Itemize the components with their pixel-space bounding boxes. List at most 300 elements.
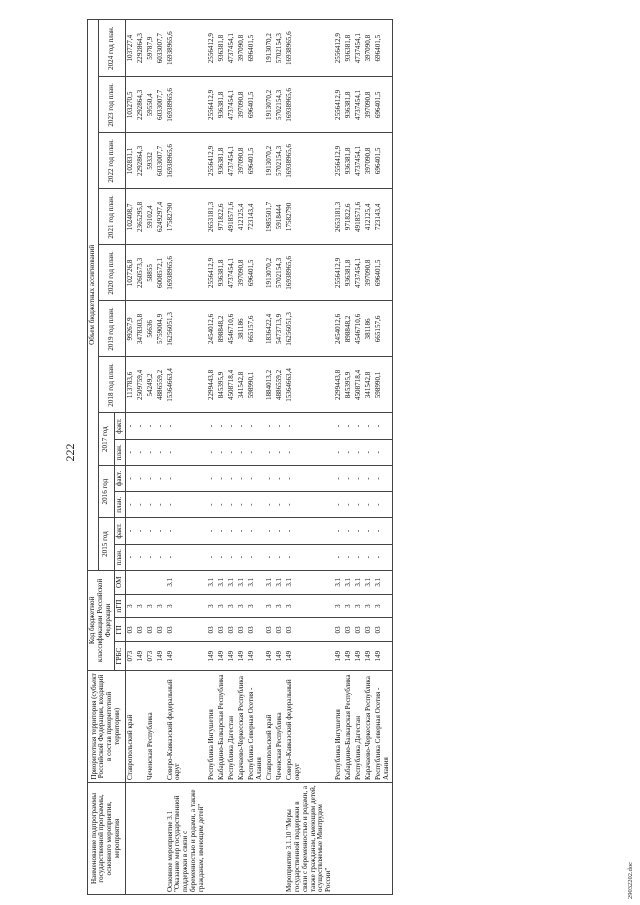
row-year-value: 6008572,1 bbox=[156, 245, 166, 301]
row-year-value: 2365295,8 bbox=[136, 189, 146, 245]
row-plan-fact-value: - bbox=[146, 518, 156, 544]
row-grbs: 073 bbox=[125, 642, 135, 671]
table-row bbox=[334, 20, 344, 895]
row-plan-fact-value: - bbox=[207, 492, 217, 518]
row-plan-fact-value: - bbox=[166, 544, 208, 570]
header-plan: план. bbox=[114, 544, 125, 570]
row-name bbox=[156, 782, 166, 894]
row-plan-fact-value: - bbox=[156, 492, 166, 518]
row-plan-fact-value: - bbox=[125, 492, 135, 518]
budget-table bbox=[87, 19, 393, 895]
row-plan-fact-value: - bbox=[136, 413, 146, 439]
row-gp: 03 bbox=[374, 618, 392, 642]
header-year-2023: 2023 год план. bbox=[98, 77, 125, 133]
row-gp: 03 bbox=[237, 618, 247, 642]
row-year-value: 5759004,9 bbox=[156, 301, 166, 357]
row-name bbox=[354, 782, 364, 894]
row-year-value: 1884013,2 bbox=[265, 357, 275, 413]
row-year-value: 4546710,6 bbox=[354, 301, 364, 357]
row-pgp: 3 bbox=[146, 594, 156, 618]
row-grbs: 149 bbox=[136, 642, 146, 671]
row-year-value: 936381,8 bbox=[217, 20, 227, 77]
row-gp: 03 bbox=[275, 618, 285, 642]
row-om: 3.1 bbox=[334, 570, 344, 594]
row-year-value: 598990,1 bbox=[374, 357, 392, 413]
row-year-value: 5702154,3 bbox=[275, 20, 285, 77]
row-plan-fact-value: - bbox=[237, 518, 247, 544]
row-year-value: 2292864,3 bbox=[136, 133, 146, 189]
row-grbs: 149 bbox=[237, 642, 247, 671]
row-year-value: 1913070,2 bbox=[265, 133, 275, 189]
row-year-value: 2292864,3 bbox=[136, 20, 146, 77]
row-name bbox=[247, 782, 265, 894]
row-pgp: 3 bbox=[285, 594, 335, 618]
row-pgp: 3 bbox=[344, 594, 354, 618]
row-year-value: 54249,2 bbox=[146, 357, 156, 413]
row-plan-fact-value: - bbox=[285, 492, 335, 518]
row-year-value: 381186 bbox=[364, 301, 374, 357]
row-plan-fact-value: - bbox=[364, 439, 374, 465]
row-gp: 03 bbox=[217, 618, 227, 642]
row-plan-fact-value: - bbox=[374, 439, 392, 465]
row-year-value: 971822,6 bbox=[344, 189, 354, 245]
row-year-value: 341542,8 bbox=[364, 357, 374, 413]
row-pgp: 3 bbox=[247, 594, 265, 618]
row-year-value: 971822,6 bbox=[217, 189, 227, 245]
row-grbs: 149 bbox=[334, 642, 344, 671]
table-row bbox=[227, 20, 237, 895]
row-year-value: 59550,4 bbox=[146, 77, 156, 133]
row-year-value: 4737454,1 bbox=[227, 77, 237, 133]
row-plan-fact-value: - bbox=[374, 492, 392, 518]
row-pgp: 3 bbox=[275, 594, 285, 618]
row-plan-fact-value: - bbox=[354, 544, 364, 570]
row-plan-fact-value: - bbox=[166, 465, 208, 491]
row-plan-fact-value: - bbox=[374, 465, 392, 491]
row-plan-fact-value: - bbox=[364, 413, 374, 439]
table-row bbox=[136, 20, 146, 895]
row-plan-fact-value: - bbox=[285, 544, 335, 570]
header-budget-code: Код бюджетной классификации Российской Федерации bbox=[88, 570, 115, 670]
row-plan-fact-value: - bbox=[156, 413, 166, 439]
row-pgp: 3 bbox=[136, 594, 146, 618]
row-plan-fact-value: - bbox=[227, 544, 237, 570]
row-year-value: 723143,4 bbox=[247, 189, 265, 245]
header-gp: ГП bbox=[114, 618, 125, 642]
row-plan-fact-value: - bbox=[136, 544, 146, 570]
row-pgp: 3 bbox=[354, 594, 364, 618]
row-year-value: 696401,5 bbox=[374, 245, 392, 301]
row-year-value: 1913070,2 bbox=[265, 20, 275, 77]
row-year-value: 2260573,3 bbox=[136, 245, 146, 301]
row-gp: 03 bbox=[354, 618, 364, 642]
table-body bbox=[125, 20, 392, 895]
row-year-value: 936381,8 bbox=[217, 245, 227, 301]
header-funding: Объем бюджетных ассигнований bbox=[88, 20, 99, 571]
row-name bbox=[207, 782, 217, 894]
row-plan-fact-value: - bbox=[354, 413, 364, 439]
table-row bbox=[125, 20, 135, 895]
row-plan-fact-value: - bbox=[136, 492, 146, 518]
row-plan-fact-value: - bbox=[364, 544, 374, 570]
row-plan-fact-value: - bbox=[146, 413, 156, 439]
header-year-2021: 2021 год план. bbox=[98, 189, 125, 245]
row-plan-fact-value: - bbox=[275, 518, 285, 544]
row-plan-fact-value: - bbox=[247, 413, 265, 439]
table-row bbox=[354, 20, 364, 895]
row-year-value: 2556412,9 bbox=[334, 133, 344, 189]
row-grbs: 149 bbox=[247, 642, 265, 671]
header-territory: Приоритетная территория (субъект Российской Федерации, входящий в состав приоритетной территории) bbox=[88, 670, 126, 782]
row-plan-fact-value: - bbox=[247, 492, 265, 518]
row-year-value: 898848,2 bbox=[344, 301, 354, 357]
row-plan-fact-value: - bbox=[136, 439, 146, 465]
row-name: Мероприятие 3.1.10 "Меры государственной поддержки в связи с беременностью и родами, а также гражданам, имеющим детей, осуществляемые Минтрудом России" bbox=[285, 782, 335, 894]
row-om: 3.1 bbox=[237, 570, 247, 594]
row-year-value: 5473713,9 bbox=[275, 301, 285, 357]
row-plan-fact-value: - bbox=[125, 439, 135, 465]
row-gp: 03 bbox=[364, 618, 374, 642]
row-year-value: 16938965,6 bbox=[166, 77, 208, 133]
row-plan-fact-value: - bbox=[275, 544, 285, 570]
row-gp: 03 bbox=[285, 618, 335, 642]
table-row bbox=[374, 20, 392, 895]
footer-filename: 29032202.doc bbox=[627, 861, 634, 899]
row-plan-fact-value: - bbox=[265, 413, 275, 439]
row-om bbox=[146, 570, 156, 594]
row-om: 3.1 bbox=[265, 570, 275, 594]
row-plan-fact-value: - bbox=[275, 492, 285, 518]
row-year-value: 4918571,6 bbox=[354, 189, 364, 245]
row-year-value: 696401,5 bbox=[247, 77, 265, 133]
header-row-1 bbox=[88, 20, 99, 895]
row-plan-fact-value: - bbox=[125, 518, 135, 544]
header-year-2022: 2022 год план. bbox=[98, 133, 125, 189]
row-plan-fact-value: - bbox=[364, 465, 374, 491]
row-year-value: 5702154,3 bbox=[275, 133, 285, 189]
row-year-value: 17582790 bbox=[166, 189, 208, 245]
row-gp: 03 bbox=[156, 618, 166, 642]
row-year-value: 6249297,4 bbox=[156, 189, 166, 245]
row-name bbox=[237, 782, 247, 894]
row-year-value: 102831,1 bbox=[125, 133, 135, 189]
row-grbs: 149 bbox=[207, 642, 217, 671]
row-plan-fact-value: - bbox=[247, 465, 265, 491]
row-year-value: 696401,5 bbox=[374, 20, 392, 77]
row-name bbox=[146, 782, 156, 894]
row-om: 3.1 bbox=[275, 570, 285, 594]
row-year-value: 1913070,2 bbox=[265, 245, 275, 301]
row-plan-fact-value: - bbox=[156, 465, 166, 491]
row-plan-fact-value: - bbox=[146, 492, 156, 518]
header-plan: план. bbox=[114, 492, 125, 518]
row-year-value: 936381,8 bbox=[344, 20, 354, 77]
row-plan-fact-value: - bbox=[247, 518, 265, 544]
row-plan-fact-value: - bbox=[354, 465, 364, 491]
row-year-value: 4737454,1 bbox=[227, 133, 237, 189]
row-name bbox=[227, 782, 237, 894]
row-plan-fact-value: - bbox=[364, 518, 374, 544]
row-territory: Чеченская Республика bbox=[275, 670, 285, 782]
row-year-value: 16938965,6 bbox=[285, 245, 335, 301]
row-plan-fact-value: - bbox=[125, 413, 135, 439]
row-plan-fact-value: - bbox=[166, 518, 208, 544]
row-plan-fact-value: - bbox=[125, 544, 135, 570]
row-plan-fact-value: - bbox=[217, 465, 227, 491]
header-om: ОМ bbox=[114, 570, 125, 594]
row-plan-fact-value: - bbox=[334, 439, 344, 465]
row-om: 3.1 bbox=[217, 570, 227, 594]
row-om: 3.1 bbox=[166, 570, 208, 594]
row-plan-fact-value: - bbox=[136, 465, 146, 491]
row-plan-fact-value: - bbox=[207, 439, 217, 465]
row-plan-fact-value: - bbox=[146, 465, 156, 491]
row-gp: 03 bbox=[344, 618, 354, 642]
row-year-value: 4737454,1 bbox=[354, 77, 364, 133]
row-pgp: 3 bbox=[364, 594, 374, 618]
row-plan-fact-value: - bbox=[227, 492, 237, 518]
row-year-value: 2556412,9 bbox=[207, 20, 217, 77]
row-territory bbox=[156, 670, 166, 782]
row-year-value: 397090,8 bbox=[364, 245, 374, 301]
row-year-value: 2509759,4 bbox=[136, 357, 146, 413]
row-year-value: 2653181,3 bbox=[207, 189, 217, 245]
row-plan-fact-value: - bbox=[237, 465, 247, 491]
row-territory: Ставропольский край bbox=[125, 670, 135, 782]
row-year-value: 2299443,8 bbox=[334, 357, 344, 413]
row-year-value: 15364663,4 bbox=[285, 357, 335, 413]
row-year-value: 397090,8 bbox=[237, 20, 247, 77]
row-plan-fact-value: - bbox=[344, 518, 354, 544]
row-territory: Республика Ингушетия bbox=[334, 670, 344, 782]
row-year-value: 845395,9 bbox=[344, 357, 354, 413]
header-year-2018: 2018 год план. bbox=[98, 357, 125, 413]
row-plan-fact-value: - bbox=[207, 413, 217, 439]
row-year-value: 665157,6 bbox=[247, 301, 265, 357]
row-year-value: 4737454,1 bbox=[354, 133, 364, 189]
row-plan-fact-value: - bbox=[247, 439, 265, 465]
row-year-value: 2556412,9 bbox=[207, 245, 217, 301]
row-plan-fact-value: - bbox=[265, 492, 275, 518]
row-om: 3.1 bbox=[247, 570, 265, 594]
row-plan-fact-value: - bbox=[247, 544, 265, 570]
row-gp: 03 bbox=[247, 618, 265, 642]
row-year-value: 696401,5 bbox=[247, 20, 265, 77]
row-year-value: 2556412,9 bbox=[207, 77, 217, 133]
row-plan-fact-value: - bbox=[136, 518, 146, 544]
row-year-value: 4737454,1 bbox=[227, 20, 237, 77]
row-territory: Карачаево-Черкесская Республика bbox=[364, 670, 374, 782]
row-plan-fact-value: - bbox=[125, 465, 135, 491]
row-name bbox=[374, 782, 392, 894]
row-plan-fact-value: - bbox=[334, 544, 344, 570]
row-plan-fact-value: - bbox=[217, 413, 227, 439]
row-gp: 03 bbox=[334, 618, 344, 642]
row-territory bbox=[136, 670, 146, 782]
row-pgp: 3 bbox=[207, 594, 217, 618]
row-year-value: 16938965,6 bbox=[285, 20, 335, 77]
row-plan-fact-value: - bbox=[237, 413, 247, 439]
row-year-value: 103727,4 bbox=[125, 20, 135, 77]
row-plan-fact-value: - bbox=[156, 544, 166, 570]
row-plan-fact-value: - bbox=[364, 492, 374, 518]
row-name bbox=[364, 782, 374, 894]
row-year-value: 59332 bbox=[146, 133, 156, 189]
table-row bbox=[265, 20, 275, 895]
row-plan-fact-value: - bbox=[334, 492, 344, 518]
header-fact: факт. bbox=[114, 413, 125, 439]
row-plan-fact-value: - bbox=[237, 492, 247, 518]
row-plan-fact-value: - bbox=[237, 439, 247, 465]
row-year-value: 4886559,2 bbox=[156, 357, 166, 413]
row-year-value: 59787,9 bbox=[146, 20, 156, 77]
row-year-value: 598990,1 bbox=[247, 357, 265, 413]
row-year-value: 1913070,2 bbox=[265, 77, 275, 133]
row-name bbox=[344, 782, 354, 894]
row-territory: Чеченская Республика bbox=[146, 670, 156, 782]
row-plan-fact-value: - bbox=[334, 465, 344, 491]
row-plan-fact-value: - bbox=[217, 492, 227, 518]
row-name bbox=[136, 782, 146, 894]
row-om bbox=[156, 570, 166, 594]
row-plan-fact-value: - bbox=[374, 544, 392, 570]
row-territory: Ставропольский край bbox=[265, 670, 275, 782]
row-plan-fact-value: - bbox=[374, 413, 392, 439]
row-year-value: 6033007,7 bbox=[156, 20, 166, 77]
row-year-value: 723143,4 bbox=[374, 189, 392, 245]
page-number: 222 bbox=[63, 443, 77, 462]
row-year-value: 6033007,7 bbox=[156, 133, 166, 189]
row-year-value: 59102,4 bbox=[146, 189, 156, 245]
row-year-value: 936381,8 bbox=[217, 133, 227, 189]
row-grbs: 149 bbox=[354, 642, 364, 671]
row-om: 3.1 bbox=[344, 570, 354, 594]
row-year-value: 4508718,4 bbox=[227, 357, 237, 413]
row-plan-fact-value: - bbox=[265, 439, 275, 465]
row-plan-fact-value: - bbox=[334, 413, 344, 439]
row-plan-fact-value: - bbox=[275, 413, 285, 439]
row-plan-fact-value: - bbox=[217, 544, 227, 570]
row-year-value: 4886559,2 bbox=[275, 357, 285, 413]
row-year-value: 4737454,1 bbox=[354, 245, 364, 301]
header-year-2016: 2016 год bbox=[98, 465, 114, 517]
table-row bbox=[156, 20, 166, 895]
header-year-2015: 2015 год bbox=[98, 518, 114, 570]
row-year-value: 16938965,6 bbox=[166, 20, 208, 77]
row-plan-fact-value: - bbox=[207, 544, 217, 570]
row-plan-fact-value: - bbox=[207, 518, 217, 544]
header-fact: факт. bbox=[114, 518, 125, 544]
row-om: 3.1 bbox=[364, 570, 374, 594]
header-grbs: ГРБС bbox=[114, 642, 125, 671]
row-plan-fact-value: - bbox=[275, 439, 285, 465]
row-plan-fact-value: - bbox=[166, 439, 208, 465]
row-territory: Северо-Кавказский федеральный округ bbox=[285, 670, 335, 782]
row-om: 3.1 bbox=[227, 570, 237, 594]
row-year-value: 16256051,3 bbox=[166, 301, 208, 357]
row-plan-fact-value: - bbox=[354, 518, 364, 544]
row-grbs: 149 bbox=[275, 642, 285, 671]
row-plan-fact-value: - bbox=[146, 544, 156, 570]
row-plan-fact-value: - bbox=[344, 492, 354, 518]
row-year-value: 665157,6 bbox=[374, 301, 392, 357]
row-year-value: 6033007,7 bbox=[156, 77, 166, 133]
row-plan-fact-value: - bbox=[344, 439, 354, 465]
row-pgp: 3 bbox=[374, 594, 392, 618]
row-year-value: 696401,5 bbox=[374, 133, 392, 189]
row-year-value: 4737454,1 bbox=[227, 245, 237, 301]
row-year-value: 2292864,3 bbox=[136, 77, 146, 133]
row-territory: Кабардино-Балкарская Республика bbox=[217, 670, 227, 782]
row-om: 3.1 bbox=[354, 570, 364, 594]
row-territory: Кабардино-Балкарская Республика bbox=[344, 670, 354, 782]
row-plan-fact-value: - bbox=[275, 465, 285, 491]
row-territory: Республика Дагестан bbox=[354, 670, 364, 782]
row-year-value: 102408,7 bbox=[125, 189, 135, 245]
row-year-value: 2454012,6 bbox=[334, 301, 344, 357]
row-grbs: 073 bbox=[146, 642, 156, 671]
row-year-value: 397090,8 bbox=[364, 77, 374, 133]
row-pgp: 3 bbox=[166, 594, 208, 618]
row-year-value: 99267,9 bbox=[125, 301, 135, 357]
table-row bbox=[275, 20, 285, 895]
row-plan-fact-value: - bbox=[227, 413, 237, 439]
header-year-2024: 2024 год план. bbox=[98, 20, 125, 77]
row-plan-fact-value: - bbox=[166, 413, 208, 439]
table-row bbox=[344, 20, 354, 895]
row-grbs: 149 bbox=[265, 642, 275, 671]
row-year-value: 4737454,1 bbox=[354, 20, 364, 77]
row-plan-fact-value: - bbox=[285, 413, 335, 439]
row-plan-fact-value: - bbox=[374, 518, 392, 544]
row-om: 3.1 bbox=[207, 570, 217, 594]
table-row bbox=[364, 20, 374, 895]
row-territory: Северо-Кавказский федеральный округ bbox=[166, 670, 208, 782]
row-year-value: 16256051,3 bbox=[285, 301, 335, 357]
row-year-value: 397090,8 bbox=[237, 133, 247, 189]
row-year-value: 397090,8 bbox=[237, 245, 247, 301]
row-year-value: 3478303,8 bbox=[136, 301, 146, 357]
row-plan-fact-value: - bbox=[156, 439, 166, 465]
row-year-value: 412125,4 bbox=[364, 189, 374, 245]
row-gp: 03 bbox=[146, 618, 156, 642]
row-gp: 03 bbox=[227, 618, 237, 642]
row-plan-fact-value: - bbox=[285, 439, 335, 465]
row-year-value: 2556412,9 bbox=[334, 77, 344, 133]
row-gp: 03 bbox=[125, 618, 135, 642]
row-pgp: 3 bbox=[125, 594, 135, 618]
row-year-value: 113783,6 bbox=[125, 357, 135, 413]
row-year-value: 56636 bbox=[146, 301, 156, 357]
row-year-value: 2454012,6 bbox=[207, 301, 217, 357]
table-row bbox=[217, 20, 227, 895]
row-year-value: 5918444 bbox=[275, 189, 285, 245]
row-year-value: 936381,8 bbox=[344, 133, 354, 189]
row-year-value: 102726,8 bbox=[125, 245, 135, 301]
row-year-value: 397090,8 bbox=[364, 133, 374, 189]
row-year-value: 4508718,4 bbox=[354, 357, 364, 413]
row-plan-fact-value: - bbox=[166, 492, 208, 518]
row-year-value: 2556412,9 bbox=[334, 245, 344, 301]
row-year-value: 898848,2 bbox=[217, 301, 227, 357]
row-plan-fact-value: - bbox=[217, 518, 227, 544]
row-plan-fact-value: - bbox=[237, 544, 247, 570]
row-om: 3.1 bbox=[285, 570, 335, 594]
row-year-value: 2299443,8 bbox=[207, 357, 217, 413]
row-year-value: 16938965,6 bbox=[285, 133, 335, 189]
row-grbs: 149 bbox=[166, 642, 208, 671]
row-plan-fact-value: - bbox=[217, 439, 227, 465]
